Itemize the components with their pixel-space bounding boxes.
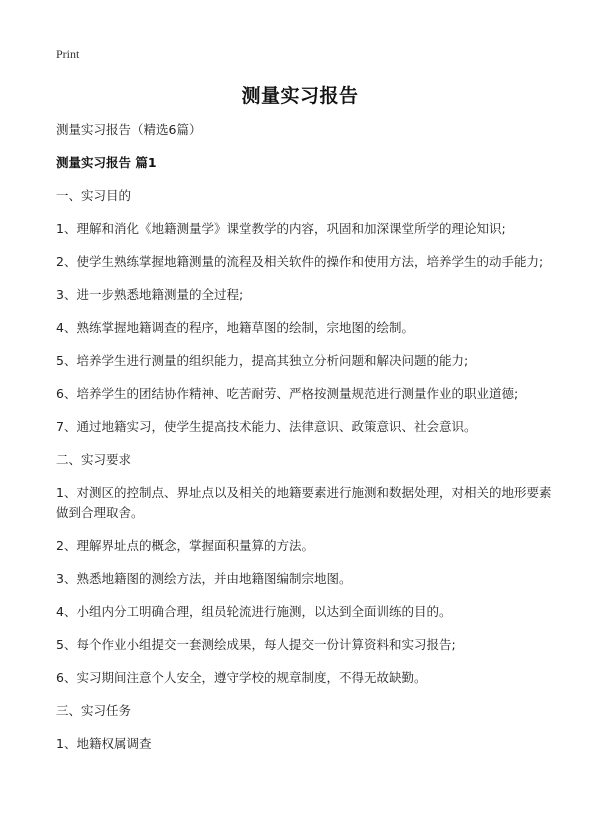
list-item: 4、小组内分工明确合理，组员轮流进行施测，以达到全面训练的目的。 [56, 604, 452, 619]
list-item: 4、熟练掌握地籍调查的程序，地籍草图的绘制，宗地图的绘制。 [56, 320, 414, 335]
section-heading-requirements: 二、实习要求 [56, 452, 132, 467]
list-item: 3、进一步熟悉地籍测量的全过程; [56, 287, 244, 302]
list-item: 6、实习期间注意个人安全，遵守学校的规章制度，不得无故缺勤。 [56, 670, 427, 685]
list-item: 6、培养学生的团结协作精神、吃苦耐劳、严格按测量规范进行测量作业的职业道德; [56, 386, 519, 401]
list-item: 3、熟悉地籍图的测绘方法，并由地籍图编制宗地图。 [56, 571, 352, 586]
document-body [56, 120, 556, 767]
list-item: 1、对测区的控制点、界址点以及相关的地籍要素进行施测和数据处理，对相关的地形要素做到合理取舍。 [56, 485, 552, 520]
section-heading: 测量实习报告 篇1 [56, 155, 157, 170]
list-item: 7、通过地籍实习，使学生提高技术能力、法律意识、政策意识、社会意识。 [56, 419, 477, 434]
list-item: 1、理解和消化《地籍测量学》课堂教学的内容，巩固和加深课堂所学的理论知识; [56, 221, 506, 236]
list-item: 1、地籍权属调查 [56, 736, 152, 751]
section-heading-purpose: 一、实习目的 [56, 188, 132, 203]
list-item: 5、培养学生进行测量的组织能力，提高其独立分析问题和解决问题的能力; [56, 353, 469, 368]
page-title: 测量实习报告 [241, 85, 359, 107]
section-heading-tasks: 三、实习任务 [56, 703, 132, 718]
print-label: Print [56, 47, 80, 61]
list-item: 5、每个作业小组提交一套测绘成果，每人提交一份计算资料和实习报告; [56, 637, 456, 652]
list-item: 2、使学生熟练掌握地籍测量的流程及相关软件的操作和使用方法，培养学生的动手能力; [56, 254, 544, 269]
list-item: 2、理解界址点的概念，掌握面积量算的方法。 [56, 538, 314, 553]
doc-subtitle: 测量实习报告（精选6篇） [56, 122, 202, 137]
